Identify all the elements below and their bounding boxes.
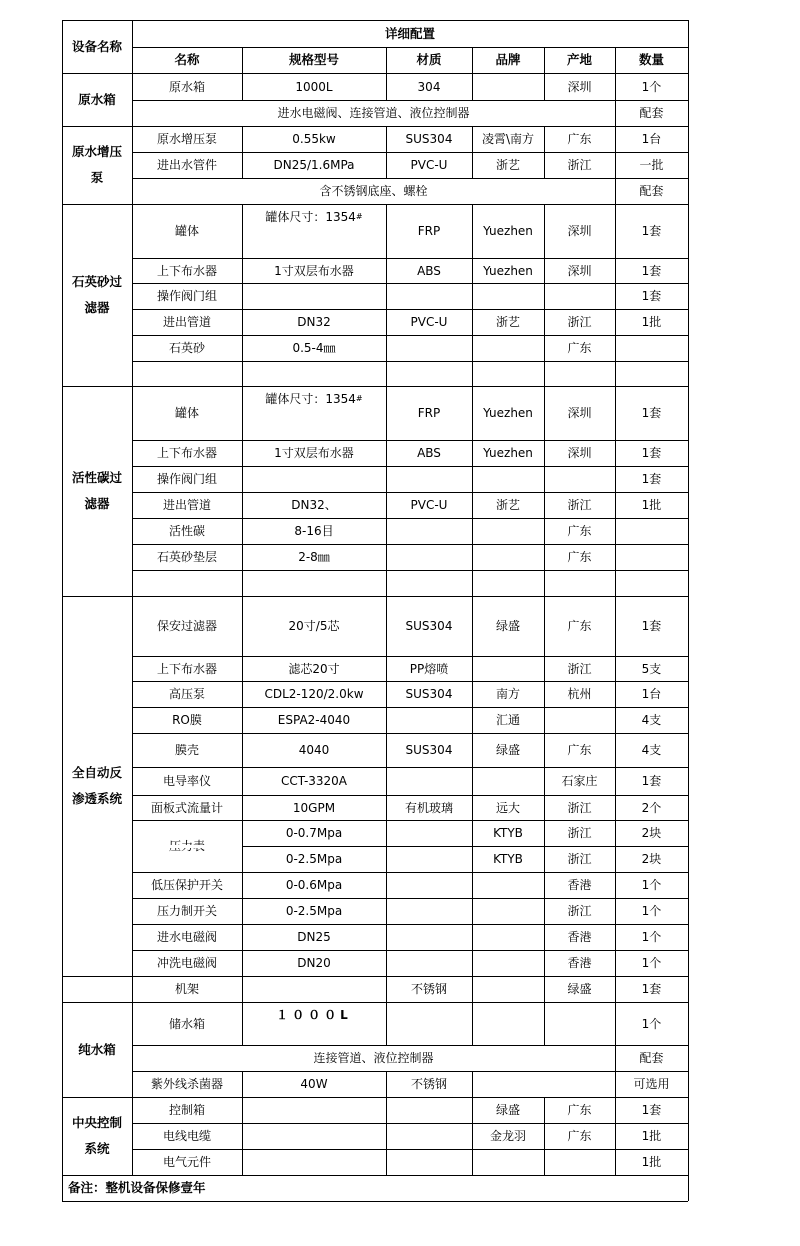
spec-model: CCT-3320A xyxy=(280,774,348,788)
table-border-right xyxy=(688,20,689,1201)
header-detail-config: 详细配置 xyxy=(384,25,435,41)
origin: 广东 xyxy=(567,550,592,564)
brand: 绿盛 xyxy=(495,1103,520,1117)
spec-model xyxy=(242,1123,386,1149)
quantity: 1套 xyxy=(641,263,662,278)
brand xyxy=(472,656,544,681)
brand xyxy=(472,1149,544,1175)
spec-model: 1000L xyxy=(295,79,333,94)
material xyxy=(386,872,472,898)
item-name: 操作阀门组 xyxy=(156,289,217,303)
spec-model: 1寸双层布水器 xyxy=(274,263,354,278)
origin: 深圳 xyxy=(567,406,592,420)
brand: 浙艺 xyxy=(495,498,520,512)
origin: 广东 xyxy=(567,524,592,538)
item-name: 紫外线杀菌器 xyxy=(150,1077,223,1091)
origin: 深圳 xyxy=(567,79,592,94)
quantity xyxy=(615,361,688,386)
quantity: 1个 xyxy=(641,930,662,944)
quantity: 一批 xyxy=(639,158,664,172)
group-name: 原水箱 xyxy=(78,91,116,107)
spec-model: CDL2-120/2.0kw xyxy=(264,687,364,701)
brand xyxy=(472,570,544,596)
brand: 浙艺 xyxy=(495,315,520,329)
material xyxy=(386,1123,472,1149)
origin xyxy=(544,1071,615,1097)
material: ABS xyxy=(417,263,441,278)
group-name: 纯水箱 xyxy=(78,1041,116,1057)
quantity: 1批 xyxy=(641,1155,662,1169)
material xyxy=(386,950,472,976)
material xyxy=(386,361,472,386)
item-name: 控制箱 xyxy=(168,1103,205,1117)
item-name: 进出管道 xyxy=(162,315,211,329)
brand xyxy=(472,361,544,386)
item-name: 保安过滤器 xyxy=(156,619,217,633)
material: PVC-U xyxy=(410,158,448,172)
origin: 广东 xyxy=(567,132,592,146)
brand: Yuezhen xyxy=(483,446,533,460)
accessory-note: 连接管道、液位控制器 xyxy=(313,1051,434,1065)
material: 不锈钢 xyxy=(410,982,447,996)
spec-model: ESPA2-4040 xyxy=(277,713,351,727)
brand xyxy=(472,1002,544,1045)
spec-model: 10GPM xyxy=(292,800,336,815)
quantity: 可选用 xyxy=(633,1077,670,1091)
brand xyxy=(472,466,544,492)
column-header: 数量 xyxy=(638,52,664,67)
item-name: 上下布水器 xyxy=(156,263,217,278)
brand xyxy=(472,73,544,100)
brand: Yuezhen xyxy=(483,263,533,278)
item-name: 进出管道 xyxy=(162,498,211,512)
quantity: 1套 xyxy=(641,446,662,460)
origin: 广东 xyxy=(567,743,592,757)
brand xyxy=(472,924,544,950)
quantity: 5支 xyxy=(641,661,662,676)
material xyxy=(386,898,472,924)
origin: 绿盛 xyxy=(567,982,592,996)
spec-model: 0-2.5Mpa xyxy=(285,904,343,918)
quantity xyxy=(615,544,688,570)
quantity: 4支 xyxy=(641,743,662,757)
material: 有机玻璃 xyxy=(404,800,453,815)
spec-model: 0.5-4㎜ xyxy=(292,341,336,355)
brand xyxy=(472,544,544,570)
brand xyxy=(472,872,544,898)
quantity: 1批 xyxy=(641,315,662,329)
spec-model xyxy=(242,1149,386,1175)
column-divider xyxy=(132,846,133,872)
spec-model xyxy=(242,570,386,596)
origin: 浙江 xyxy=(567,498,592,512)
quantity: 1套 xyxy=(641,406,662,420)
quantity: 2个 xyxy=(641,800,662,815)
origin xyxy=(544,466,615,492)
brand xyxy=(472,976,544,1002)
brand xyxy=(472,767,544,795)
item-name: 操作阀门组 xyxy=(156,472,217,486)
material: SUS304 xyxy=(405,743,453,757)
quantity: 1套 xyxy=(641,774,662,788)
spec-model: 0-0.6Mpa xyxy=(285,878,343,892)
spec-model xyxy=(242,1097,386,1123)
item-name: RO膜 xyxy=(172,713,202,727)
spec-model: 2-8㎜ xyxy=(298,550,330,564)
quantity: 4支 xyxy=(641,713,662,727)
spec-model xyxy=(242,361,386,386)
brand xyxy=(472,518,544,544)
material xyxy=(386,518,472,544)
spec-model: DN25/1.6MPa xyxy=(273,158,355,172)
material: 304 xyxy=(417,79,441,94)
material xyxy=(386,924,472,950)
brand: 南方 xyxy=(495,687,520,701)
spec-model: 滤芯20寸 xyxy=(288,661,340,676)
item-name: 罐体 xyxy=(174,224,199,238)
item-name: 进水电磁阀 xyxy=(156,930,217,944)
brand xyxy=(472,1071,544,1097)
column-header: 产地 xyxy=(566,52,592,67)
quantity: 1个 xyxy=(641,956,662,970)
item-name: 储水箱 xyxy=(168,1016,205,1031)
quantity: 1个 xyxy=(641,878,662,892)
item-name: 石英砂垫层 xyxy=(156,550,217,564)
header-device-name: 设备名称 xyxy=(71,38,122,54)
brand xyxy=(472,283,544,309)
origin: 浙江 xyxy=(567,852,592,866)
quantity: 1批 xyxy=(641,1129,662,1143)
quantity xyxy=(615,335,688,361)
brand: KTYB xyxy=(493,826,523,840)
quantity-cell: 配套 xyxy=(639,106,664,120)
column-header: 品牌 xyxy=(495,52,521,67)
origin xyxy=(544,361,615,386)
origin: 杭州 xyxy=(567,687,592,701)
origin: 浙江 xyxy=(567,315,592,329)
spec-model: 0-0.7Mpa xyxy=(285,826,343,840)
origin: 广东 xyxy=(567,1129,592,1143)
item-name: 膜壳 xyxy=(174,743,199,757)
brand: 凌霄\南方 xyxy=(481,132,535,146)
group-name: 原水增压泵 xyxy=(72,144,123,185)
item-name: 低压保护开关 xyxy=(150,878,223,892)
item-name: 活性碳 xyxy=(168,524,205,538)
item-name xyxy=(132,361,242,386)
spec-model xyxy=(242,976,386,1002)
spec-model: 20寸/5芯 xyxy=(288,619,340,633)
material: PP熔喷 xyxy=(409,661,449,676)
material xyxy=(386,283,472,309)
origin xyxy=(544,283,615,309)
quantity: 2块 xyxy=(641,852,662,866)
origin: 浙江 xyxy=(567,800,592,815)
brand: 绿盛 xyxy=(495,619,520,633)
quantity: 1套 xyxy=(641,982,662,996)
material xyxy=(386,544,472,570)
origin: 深圳 xyxy=(567,446,592,460)
material xyxy=(386,767,472,795)
column-header: 规格型号 xyxy=(288,52,339,67)
item-name: 电气元件 xyxy=(162,1155,211,1169)
origin: 广东 xyxy=(567,619,592,633)
brand: 远大 xyxy=(495,800,520,815)
spec-model: DN20 xyxy=(297,956,331,970)
merged-cell-mask xyxy=(133,845,242,848)
spec-model xyxy=(242,466,386,492)
origin: 浙江 xyxy=(567,661,592,676)
item-name: 进出水管件 xyxy=(156,158,217,172)
group-name: 中央控制系统 xyxy=(72,1115,123,1156)
quantity: 1套 xyxy=(641,289,662,303)
brand: Yuezhen xyxy=(483,224,533,238)
origin: 香港 xyxy=(567,930,592,944)
item-name: 电导率仪 xyxy=(162,774,211,788)
origin: 香港 xyxy=(567,878,592,892)
group-name: 石英砂过滤器 xyxy=(72,274,123,315)
spec-model: 0.55kw xyxy=(292,132,336,146)
origin: 深圳 xyxy=(567,263,592,278)
accessory-note: 含不锈钢底座、螺栓 xyxy=(319,184,428,198)
origin: 石家庄 xyxy=(561,774,598,788)
material: SUS304 xyxy=(405,132,453,146)
item-name: 石英砂 xyxy=(168,341,205,355)
item-name: 罐体 xyxy=(174,406,199,420)
spec-model: 罐体尺寸：1354 # xyxy=(265,392,363,406)
item-name: 原水增压泵 xyxy=(156,132,217,146)
origin xyxy=(544,707,615,733)
spec-model: DN32 xyxy=(297,315,331,329)
origin xyxy=(544,1149,615,1175)
spec-model: 4040 xyxy=(298,743,330,757)
quantity: 1个 xyxy=(641,904,662,918)
material: SUS304 xyxy=(405,687,453,701)
quantity: 1台 xyxy=(641,687,662,701)
origin: 广东 xyxy=(567,1103,592,1117)
spec-model: １０００L xyxy=(276,1008,352,1022)
quantity-cell: 配套 xyxy=(639,1051,664,1065)
group-name: 活性碳过滤器 xyxy=(72,470,123,511)
origin xyxy=(544,570,615,596)
item-name: 压力制开关 xyxy=(156,904,217,918)
brand: Yuezhen xyxy=(483,406,533,420)
brand xyxy=(472,898,544,924)
item-name: 面板式流量计 xyxy=(150,800,223,815)
material xyxy=(386,1149,472,1175)
quantity: 1台 xyxy=(641,132,662,146)
item-name: 电线电缆 xyxy=(162,1129,211,1143)
brand: 金龙羽 xyxy=(489,1129,526,1143)
material xyxy=(386,707,472,733)
material: FRP xyxy=(417,406,441,420)
origin: 深圳 xyxy=(567,224,592,238)
quantity: 1套 xyxy=(641,619,662,633)
origin: 浙江 xyxy=(567,158,592,172)
quantity xyxy=(615,570,688,596)
origin: 浙江 xyxy=(567,904,592,918)
material: PVC-U xyxy=(410,315,448,329)
quantity: 1套 xyxy=(641,1103,662,1117)
column-header: 名称 xyxy=(174,52,200,67)
item-name: 冲洗电磁阀 xyxy=(156,956,217,970)
brand: 浙艺 xyxy=(495,158,520,172)
item-name xyxy=(132,570,242,596)
quantity: 1个 xyxy=(641,1016,662,1031)
brand: 绿盛 xyxy=(495,743,520,757)
spec-model: 罐体尺寸：1354 # xyxy=(265,210,363,224)
material: 不锈钢 xyxy=(410,1077,447,1091)
material xyxy=(386,335,472,361)
origin: 广东 xyxy=(567,341,592,355)
origin: 香港 xyxy=(567,956,592,970)
spec-model: 1寸双层布水器 xyxy=(274,446,354,460)
quantity: 1个 xyxy=(641,79,662,94)
spec-model: 0-2.5Mpa xyxy=(285,852,343,866)
table-border-bottom xyxy=(62,1201,688,1202)
spec-model: 8-16目 xyxy=(294,524,334,538)
brand: KTYB xyxy=(493,852,523,866)
item-name: 机架 xyxy=(174,982,199,996)
quantity-cell: 配套 xyxy=(639,184,664,198)
group-name: 全自动反渗透系统 xyxy=(72,765,123,806)
accessory-note: 进水电磁阀、连接管道、液位控制器 xyxy=(277,106,470,120)
origin: 浙江 xyxy=(567,826,592,840)
spec-model: DN32、 xyxy=(291,498,337,512)
material: SUS304 xyxy=(405,619,453,633)
material: PVC-U xyxy=(410,498,448,512)
material xyxy=(386,1002,472,1045)
quantity: 2块 xyxy=(641,826,662,840)
item-name: 上下布水器 xyxy=(156,661,217,676)
quantity xyxy=(615,518,688,544)
material xyxy=(386,820,472,846)
item-name: 原水箱 xyxy=(168,79,205,94)
spec-model xyxy=(242,283,386,309)
item-name: 高压泵 xyxy=(168,687,205,701)
brand xyxy=(472,335,544,361)
spec-model: 40W xyxy=(300,1077,328,1091)
brand xyxy=(472,950,544,976)
material: FRP xyxy=(417,224,441,238)
column-header: 材质 xyxy=(416,52,442,67)
material xyxy=(386,466,472,492)
item-name: 上下布水器 xyxy=(156,446,217,460)
quantity: 1套 xyxy=(641,224,662,238)
brand: 汇通 xyxy=(495,713,520,727)
quantity: 1套 xyxy=(641,472,662,486)
footer-note: 备注：整机设备保修壹年 xyxy=(68,1180,206,1195)
material xyxy=(386,846,472,872)
material xyxy=(386,1097,472,1123)
quantity: 1批 xyxy=(641,498,662,512)
spec-model: DN25 xyxy=(297,930,331,944)
material xyxy=(386,570,472,596)
material: ABS xyxy=(417,446,441,460)
origin xyxy=(544,1002,615,1045)
